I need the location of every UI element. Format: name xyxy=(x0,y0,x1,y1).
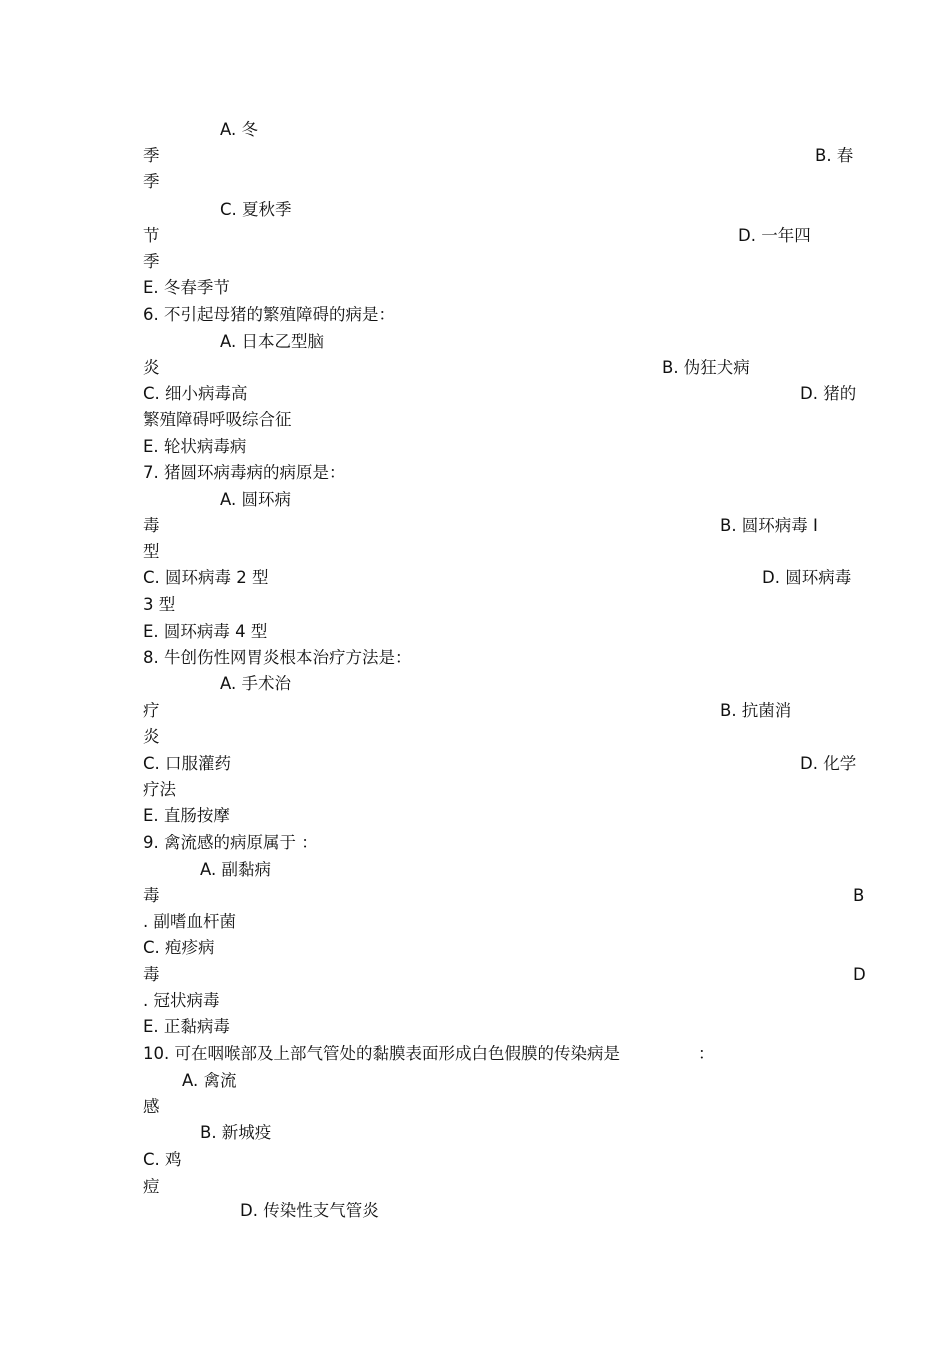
text-line: B. 抗菌消 xyxy=(720,701,792,720)
text-line: C. 圆环病毒 2 型 xyxy=(143,568,269,587)
text-line: 毒 xyxy=(143,516,160,535)
text-line: B. 伪狂犬病 xyxy=(662,358,750,377)
text-line: E. 圆环病毒 4 型 xyxy=(143,622,268,641)
text-line: C. 口服灌药 xyxy=(143,754,232,773)
text-line: 痘 xyxy=(143,1177,160,1196)
text-line: 繁殖障碍呼吸综合征 xyxy=(143,410,292,429)
text-line: C. 夏秋季 xyxy=(220,200,292,219)
text-line: D. 传染性支气管炎 xyxy=(240,1201,379,1220)
text-line: 疗法 xyxy=(143,780,176,799)
text-line: ： xyxy=(698,1044,715,1063)
text-line: E. 直肠按摩 xyxy=(143,806,230,825)
text-line: 季 xyxy=(143,146,160,165)
text-line: 毒 xyxy=(143,965,160,984)
text-line: 型 xyxy=(143,542,160,561)
question-text: 10. 可在咽喉部及上部气管处的黏膜表面形成白色假膜的传染病是 xyxy=(143,1044,620,1063)
text-line: A. 手术治 xyxy=(220,674,291,693)
question-text: 7. 猪圆环病毒病的病原是： xyxy=(143,463,346,482)
text-line: 疗 xyxy=(143,701,160,720)
text-line: A. 副黏病 xyxy=(200,860,271,879)
text-line: C. 细小病毒高 xyxy=(143,384,248,403)
text-line: D. 圆环病毒 xyxy=(762,568,852,587)
question-text: 9. 禽流感的病原属于 ： xyxy=(143,833,318,852)
text-line: 炎 xyxy=(143,358,160,377)
text-line: B. 圆环病毒 Ⅰ xyxy=(720,516,818,535)
text-line: E. 正黏病毒 xyxy=(143,1017,230,1036)
text-line: E. 冬春季节 xyxy=(143,278,230,297)
text-line: B xyxy=(853,886,865,905)
text-line: D xyxy=(853,965,866,984)
text-line: 季 xyxy=(143,252,160,271)
text-line: E. 轮状病毒病 xyxy=(143,437,247,456)
text-line: 炎 xyxy=(143,727,160,746)
text-line: 感 xyxy=(143,1097,160,1116)
text-line: . 冠状病毒 xyxy=(143,991,220,1010)
text-line: A. 圆环病 xyxy=(220,490,291,509)
text-line: B. 春 xyxy=(815,146,854,165)
text-line: 3 型 xyxy=(143,595,176,614)
question-text: 8. 牛创伤性网胃炎根本治疗方法是： xyxy=(143,648,412,667)
text-line: A. 冬 xyxy=(220,120,258,139)
text-line: 毒 xyxy=(143,886,160,905)
text-line: D. 一年四 xyxy=(738,226,811,245)
text-line: C. 疱疹病 xyxy=(143,938,215,957)
text-line: C. 鸡 xyxy=(143,1150,182,1169)
text-line: A. 日本乙型脑 xyxy=(220,332,324,351)
text-line: D. 化学 xyxy=(800,754,857,773)
question-text: 6. 不引起母猪的繁殖障碍的病是： xyxy=(143,305,395,324)
text-line: 季 xyxy=(143,172,160,191)
text-line: D. 猪的 xyxy=(800,384,857,403)
text-line: B. 新城疫 xyxy=(200,1123,272,1142)
text-line: . 副嗜血杆菌 xyxy=(143,912,236,931)
text-line: A. 禽流 xyxy=(182,1071,237,1090)
text-line: 节 xyxy=(143,226,160,245)
